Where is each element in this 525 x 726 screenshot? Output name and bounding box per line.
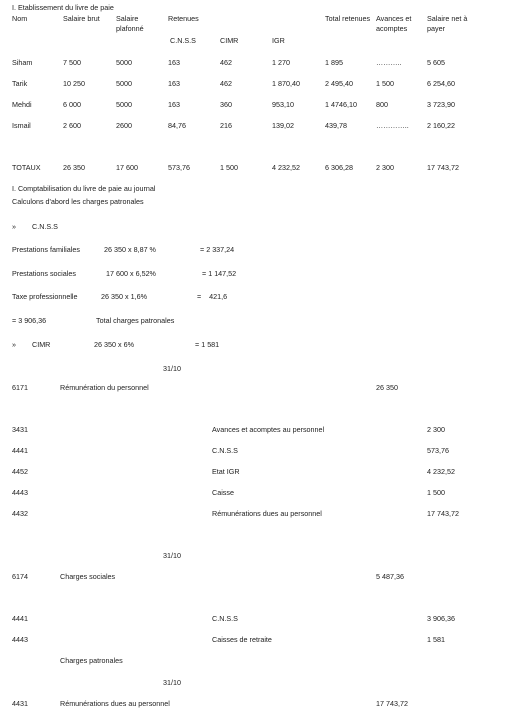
- header-nom: Nom: [12, 14, 28, 23]
- table-row-cell: 800: [376, 100, 388, 109]
- table-row-cell: 360: [220, 100, 232, 109]
- journal-note: Charges patronales: [60, 656, 123, 665]
- header-net-2: payer: [427, 24, 445, 33]
- section-title-journal: I. Comptabilisation du livre de paie au journal: [12, 184, 156, 193]
- table-row-cell: 216: [220, 121, 232, 130]
- table-row-cell: 2 160,22: [427, 121, 455, 130]
- table-row-cell: …………..: [376, 121, 409, 130]
- journal-account: 3431: [12, 425, 28, 434]
- table-row-cell: 1 270: [272, 58, 290, 67]
- journal-label: Etat IGR: [212, 467, 240, 476]
- header-net-1: Salaire net à: [427, 14, 468, 23]
- journal-credit: 3 906,36: [427, 614, 455, 623]
- table-row-cell: 84,76: [168, 121, 186, 130]
- table-row-cell: 5 605: [427, 58, 445, 67]
- totals-cell: 17 600: [116, 163, 138, 172]
- journal-account: 4443: [12, 488, 28, 497]
- subheader-cnss: C.N.S.S: [170, 36, 196, 45]
- journal-debit: 17 743,72: [376, 699, 408, 708]
- journal-debit: 26 350: [376, 383, 398, 392]
- header-plafonne-1: Salaire: [116, 14, 139, 23]
- calc-formula: 17 600 x 6,52%: [106, 269, 156, 278]
- section-title-livre: I. Etablissement du livre de paie: [12, 3, 114, 12]
- header-brut: Salaire brut: [63, 14, 100, 23]
- cimr-heading: CIMR: [32, 340, 51, 349]
- table-row-cell: 7 500: [63, 58, 81, 67]
- journal-account: 4452: [12, 467, 28, 476]
- table-row-cell: 5000: [116, 58, 132, 67]
- header-plafonne-2: plafonné: [116, 24, 144, 33]
- journal-account: 6174: [12, 572, 28, 581]
- journal-debit: 5 487,36: [376, 572, 404, 581]
- journal-account: 4432: [12, 509, 28, 518]
- totals-cell: 2 300: [376, 163, 394, 172]
- totals-cell: 17 743,72: [427, 163, 459, 172]
- totals-cell: 6 306,28: [325, 163, 353, 172]
- bullet-icon: »: [12, 340, 16, 349]
- journal-label: Avances et acomptes au personnel: [212, 425, 325, 434]
- cnss-heading: C.N.S.S: [32, 222, 58, 231]
- table-row-cell: 953,10: [272, 100, 294, 109]
- table-row-cell: 2 600: [63, 121, 81, 130]
- subheader-igr: IGR: [272, 36, 285, 45]
- header-avances-2: acomptes: [376, 24, 408, 33]
- journal-credit: 1 581: [427, 635, 445, 644]
- journal-account: 4443: [12, 635, 28, 644]
- header-retenues: Retenues: [168, 14, 199, 23]
- table-row-cell: 2600: [116, 121, 132, 130]
- table-row-cell: 1 870,40: [272, 79, 300, 88]
- journal-label: Rémunérations dues au personnel: [60, 699, 170, 708]
- bullet-icon: »: [12, 222, 16, 231]
- journal-account: 4441: [12, 446, 28, 455]
- journal-date: 31/10: [163, 364, 181, 373]
- journal-credit: 4 232,52: [427, 467, 455, 476]
- journal-credit: 1 500: [427, 488, 445, 497]
- calc-formula: 26 350 x 8,87 %: [104, 245, 156, 254]
- journal-label: Caisse: [212, 488, 234, 497]
- journal-account: 6171: [12, 383, 28, 392]
- table-row-cell: Ismail: [12, 121, 31, 130]
- journal-label: C.N.S.S: [212, 614, 238, 623]
- calc-result: = 1 147,52: [202, 269, 237, 278]
- cnss-total-label: Total charges patronales: [96, 316, 175, 325]
- table-row-cell: 3 723,90: [427, 100, 455, 109]
- calc-label: Taxe professionnelle: [12, 292, 78, 301]
- table-row-cell: Mehdi: [12, 100, 32, 109]
- cnss-total: = 3 906,36: [12, 316, 47, 325]
- cimr-formula: 26 350 x 6%: [94, 340, 134, 349]
- table-row-cell: Siham: [12, 58, 33, 67]
- table-row-cell: 1 895: [325, 58, 343, 67]
- table-row-cell: 1 500: [376, 79, 394, 88]
- table-row-cell: 163: [168, 58, 180, 67]
- calc-label: Prestations familiales: [12, 245, 80, 254]
- header-avances-1: Avances et: [376, 14, 412, 23]
- table-row-cell: 5000: [116, 100, 132, 109]
- journal-label: Caisses de retraite: [212, 635, 272, 644]
- table-row-cell: Tarik: [12, 79, 28, 88]
- calc-formula: 26 350 x 1,6%: [101, 292, 147, 301]
- table-row-cell: 163: [168, 79, 180, 88]
- journal-account: 4431: [12, 699, 28, 708]
- totals-cell: TOTAUX: [12, 163, 41, 172]
- journal-credit: 17 743,72: [427, 509, 459, 518]
- header-total-retenues: Total retenues: [325, 14, 371, 23]
- calc-result: = 421,6: [197, 292, 228, 301]
- journal-label: C.N.S.S: [212, 446, 238, 455]
- journal-date: 31/10: [163, 551, 181, 560]
- table-row-cell: 6 254,60: [427, 79, 455, 88]
- table-row-cell: 6 000: [63, 100, 81, 109]
- cimr-result: = 1 581: [195, 340, 220, 349]
- table-row-cell: 5000: [116, 79, 132, 88]
- section-subtitle: Calculons d'abord les charges patronales: [12, 197, 144, 206]
- table-row-cell: 10 250: [63, 79, 85, 88]
- journal-account: 4441: [12, 614, 28, 623]
- journal-label: Rémunération du personnel: [60, 383, 149, 392]
- journal-label: Rémunérations dues au personnel: [212, 509, 322, 518]
- journal-credit: 2 300: [427, 425, 445, 434]
- table-row-cell: 2 495,40: [325, 79, 353, 88]
- journal-label: Charges sociales: [60, 572, 116, 581]
- table-row-cell: 163: [168, 100, 180, 109]
- totals-cell: 4 232,52: [272, 163, 300, 172]
- subheader-cimr: CIMR: [220, 36, 239, 45]
- journal-date: 31/10: [163, 678, 181, 687]
- journal-credit: 573,76: [427, 446, 449, 455]
- table-row-cell: 1 4746,10: [325, 100, 357, 109]
- table-row-cell: ………..: [376, 58, 402, 67]
- table-row-cell: 439,78: [325, 121, 347, 130]
- totals-cell: 1 500: [220, 163, 238, 172]
- totals-cell: 26 350: [63, 163, 85, 172]
- table-row-cell: 462: [220, 58, 232, 67]
- table-row-cell: 139,02: [272, 121, 294, 130]
- calc-label: Prestations sociales: [12, 269, 76, 278]
- table-row-cell: 462: [220, 79, 232, 88]
- calc-result: = 2 337,24: [200, 245, 235, 254]
- totals-cell: 573,76: [168, 163, 190, 172]
